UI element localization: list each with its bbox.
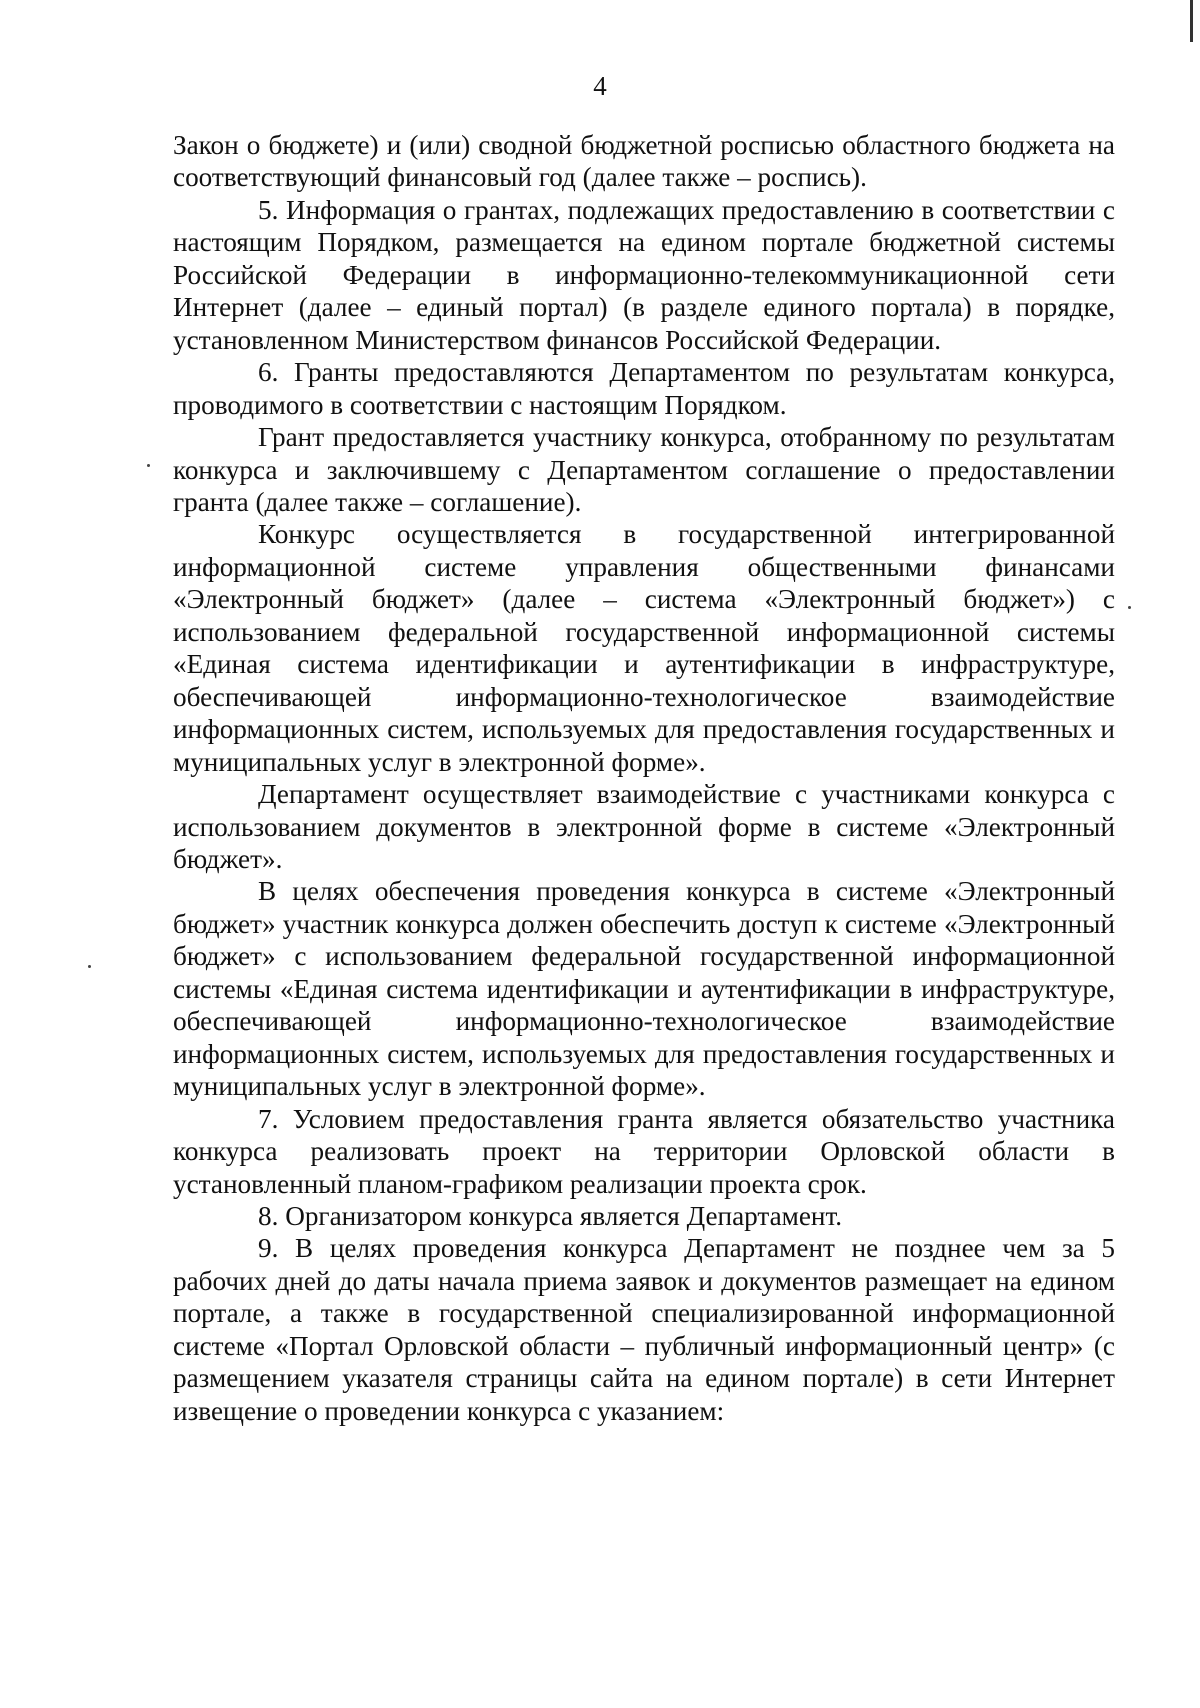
scan-speck bbox=[1128, 606, 1131, 609]
paragraph-contest-system: Конкурс осуществляется в государственной интегрированной информационной системе управления общественными финансами «Электронный бюджет» (далее – система «Электронный бюджет») с использованием федеральной государственной информационной системы «Единая система идентификации и аутентификации в инфраструктуре, обеспечивающей информационно-технологическое взаимодействие информационных систем, используемых для предоставления государственных и муниципальных услуг в электронной форме». bbox=[173, 519, 1115, 777]
paragraph-9-announcement: 9. В целях проведения конкурса Департамент не позднее чем за 5 рабочих дней до даты начала приема заявок и документов размещает на едином портале, а также в государственной специализированной информационной системе «Портал Орловской области – публичный информационный центр» (с размещением указателя страницы сайта на едином портале) в сети Интернет извещение о проведении конкурса с указанием: bbox=[173, 1233, 1115, 1426]
scan-edge-line bbox=[1190, 0, 1193, 42]
paragraph-7-condition: 7. Условием предоставления гранта является обязательство участника конкурса реализовать проект на территории Орловской области в установленный планом-графиком реализации проекта срок. bbox=[173, 1103, 1115, 1199]
document-body bbox=[173, 129, 1115, 1427]
paragraph-6-grants-by-contest: 6. Гранты предоставляются Департаментом по результатам конкурса, проводимого в соответствии с настоящим Порядком. bbox=[173, 357, 1115, 420]
paragraph-budget-law: Закон о бюджете) и (или) сводной бюджетной росписью областного бюджета на соответствующий финансовый год (далее также – роспись). bbox=[173, 130, 1115, 193]
paragraph-grant-recipient: Грант предоставляется участнику конкурса, отобранному по результатам конкурса и заключившему с Департаментом соглашение о предоставлении гранта (далее также – соглашение). bbox=[173, 422, 1115, 517]
paragraph-department-interaction: Департамент осуществляет взаимодействие с участниками конкурса с использованием документов в электронной форме в системе «Электронный бюджет». bbox=[173, 779, 1115, 874]
scan-speck bbox=[147, 464, 150, 467]
scan-speck bbox=[88, 965, 91, 968]
paragraph-participant-access: В целях обеспечения проведения конкурса в системе «Электронный бюджет» участник конкурса должен обеспечить доступ к системе «Электронный бюджет» с использованием федеральной государственной информационной системы «Единая система идентификации и аутентификации в инфраструктуре, обеспечивающей информационно-технологическое взаимодействие информационных систем, используемых для предоставления государственных и муниципальных услуг в электронной форме». bbox=[173, 876, 1115, 1102]
paragraph-5-grant-info: 5. Информация о грантах, подлежащих предоставлению в соответствии с настоящим Порядком, размещается на едином портале бюджетной системы Российской Федерации в информационно-телекоммуникационной сети Интернет (далее – единый портал) (в разделе единого портала) в порядке, установленном Министерством финансов Российской Федерации. bbox=[173, 194, 1115, 355]
paragraph-8-organizer: 8. Организатором конкурса является Департамент. bbox=[258, 1200, 843, 1231]
page-number: 4 bbox=[593, 71, 607, 101]
